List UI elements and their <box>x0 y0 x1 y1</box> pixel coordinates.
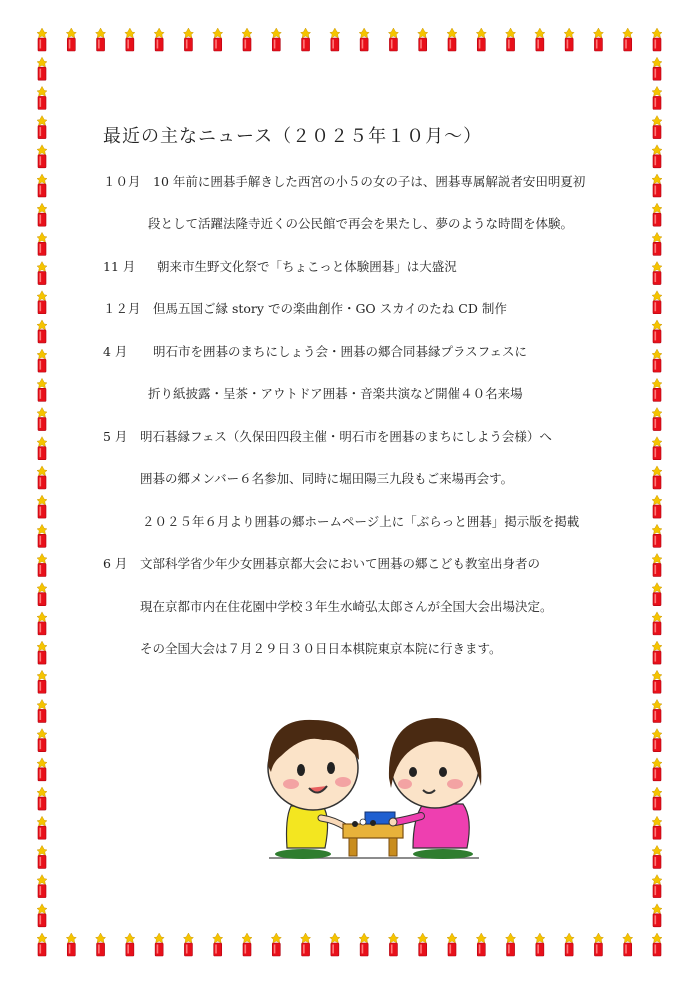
news-text: 段として活躍法隆寺近くの公民館で再会を果たし、夢のような時間を体験。 <box>148 216 574 231</box>
news-text: 現在京都市内在住花園中学校３年生水崎弘太郎さんが全国大会出場決定。 <box>140 599 553 614</box>
news-text: 明石市を囲碁のまちにしょう会・囲碁の郷合同碁縁プラスフェスに <box>153 344 528 359</box>
news-text: その全国大会は７月２９日３０日日本棋院東京本院に行きます。 <box>140 641 502 656</box>
news-month: 5 月 <box>103 429 128 444</box>
page-title: 最近の主なニュース（２０２５年１０月～） <box>103 126 483 147</box>
news-month: １２月 <box>103 301 141 316</box>
news-text: 10 年前に囲碁手解きした西宮の小５の女の子は、囲碁専属解説者安田明夏初 <box>153 174 586 189</box>
news-text: ２０２５年６月より囲碁の郷ホームページ上に「ぶらっと囲碁」掲示版を掲載 <box>142 514 580 529</box>
news-text: 文部科学省少年少女囲碁京都大会において囲碁の郷こども教室出身者の <box>140 556 541 571</box>
news-text: 折り紙披露・呈茶・アウトドア囲碁・音楽共演など開催４０名来場 <box>148 386 523 401</box>
news-text: 但馬五国ご縁 story での楽曲創作・GO スカイのたね CD 制作 <box>153 301 507 316</box>
children-playing-go-illustration <box>263 698 485 863</box>
news-text: 明石碁縁フェス（久保田四段主催・明石市を囲碁のまちにしよう会様）へ <box>140 429 552 444</box>
news-month: 4 月 <box>103 344 128 359</box>
news-text: 囲碁の郷メンバー６名参加、同時に堀田陽三九段もご来場再会す。 <box>140 471 514 486</box>
news-month: 11 月 <box>103 259 136 274</box>
news-month: 6 月 <box>103 556 128 571</box>
news-month: １０月 <box>103 174 141 189</box>
news-text: 朝来市生野文化祭で「ちょこっと体験囲碁」は大盛況 <box>157 259 457 274</box>
